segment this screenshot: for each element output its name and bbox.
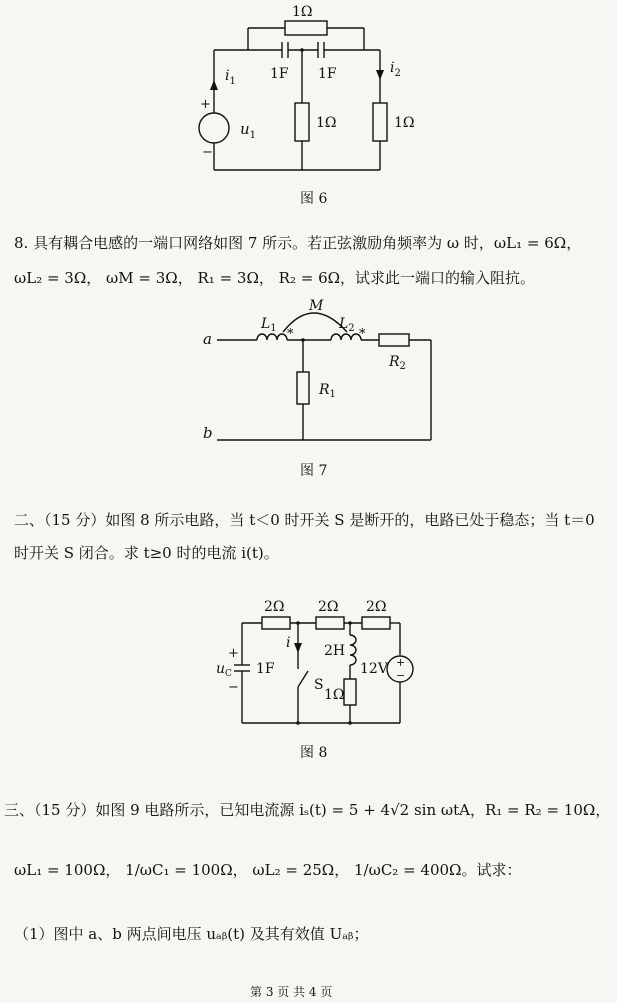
- fig6-voltage-source: [199, 113, 229, 143]
- fig7-resistor-R2: [379, 334, 409, 346]
- fig8-plus: +: [228, 646, 239, 661]
- fig8-resistor-b: [316, 617, 344, 629]
- figure-7: [195, 292, 455, 442]
- fig8-src-minus: −: [396, 669, 406, 682]
- fig6-cap2-label: 1F: [318, 66, 337, 82]
- fig8-i-arrow-icon: [294, 643, 302, 653]
- fig7-dot1: *: [287, 327, 294, 342]
- fig6-top-resistor: [285, 21, 327, 35]
- page-footer: 第 3 页 共 4 页: [250, 985, 333, 999]
- q2-line2: 时开关 S 闭合。求 t≥0 时的电流 i(t)。: [14, 544, 279, 562]
- fig7-inductor-L2: [331, 334, 361, 340]
- fig8-r-b-label: 2Ω: [318, 599, 339, 615]
- fig7-dot2: *: [359, 327, 366, 342]
- fig6-mid-resistor: [295, 103, 309, 141]
- q8-line1: 8. 具有耦合电感的一端口网络如图 7 所示。若正弦激励角频率为 ω 时，ωL₁ = 6Ω，: [14, 234, 582, 252]
- fig8-cap-label: 1F: [256, 661, 275, 677]
- q2-line1: 二、（15 分）如图 8 所示电路，当 t＜0 时开关 S 是断开的，电路已处于稳态；当 t＝0: [14, 511, 595, 529]
- fig6-right-res-label: 1Ω: [394, 115, 415, 131]
- fig6-caption: 图 6: [300, 191, 328, 207]
- fig7-terminal-b: b: [203, 424, 213, 442]
- fig7-caption: 图 7: [300, 463, 328, 479]
- fig6-top-res-label: 1Ω: [292, 4, 313, 20]
- fig8-resistor-a: [262, 617, 290, 629]
- fig8-r-a-label: 2Ω: [264, 599, 285, 615]
- fig7-M-label: M: [309, 298, 324, 314]
- fig6-u1-label: $u_1$: [240, 120, 257, 141]
- fig6-minus: −: [202, 145, 213, 160]
- fig8-uc-label: $u_C$: [216, 661, 232, 679]
- fig6-mid-res-label: 1Ω: [316, 115, 337, 131]
- fig8-switch[interactable]: [298, 671, 308, 687]
- fig7-resistor-R1: [297, 372, 309, 404]
- figure-8: [210, 595, 430, 735]
- fig8-r-d-label: 1Ω: [324, 687, 345, 703]
- fig7-inductor-L1: [257, 334, 287, 340]
- fig8-caption: 图 8: [300, 745, 328, 761]
- fig6-i1-arrow-icon: [210, 80, 218, 90]
- fig8-switch-label: S: [314, 677, 324, 693]
- q3-line2: ωL₁ = 100Ω， 1/ωC₁ = 100Ω， ωL₂ = 25Ω， 1/ωC₂ = 400Ω。试求：: [14, 861, 522, 879]
- fig8-inductor: [350, 635, 356, 665]
- fig6-i2-arrow-icon: [376, 70, 384, 80]
- q3-line3: （1）图中 a、b 两点间电压 uₐᵦ(t) 及其有效值 Uₐᵦ；: [14, 925, 369, 943]
- fig6-i2-label: $i_2$: [390, 60, 401, 79]
- fig8-minus: −: [228, 680, 239, 695]
- fig6-plus: +: [200, 97, 211, 112]
- fig8-resistor-d: [344, 679, 356, 705]
- fig7-terminal-a: a: [203, 330, 212, 348]
- fig6-right-resistor: [373, 103, 387, 141]
- figure-6: [190, 0, 420, 180]
- fig7-L2-label: $L_2$: [339, 316, 355, 334]
- fig8-i-label: i: [286, 635, 291, 651]
- fig8-src-plus: +: [396, 656, 406, 669]
- q8-line2: ωL₂ = 3Ω， ωM = 3Ω， R₁ = 3Ω， R₂ = 6Ω，试求此一端口的输入阻抗。: [14, 269, 536, 287]
- fig6-cap1-label: 1F: [270, 66, 289, 82]
- fig8-src-label: 12V: [360, 661, 388, 677]
- fig6-i1-label: $i_1$: [225, 68, 236, 87]
- fig8-r-c-label: 2Ω: [366, 599, 387, 615]
- fig8-resistor-c: [362, 617, 390, 629]
- fig7-R2-label: $R_2$: [389, 354, 406, 372]
- q3-line1: 三、（15 分）如图 9 电路所示，已知电流源 iₛ(t) = 5 + 4√2 sin ωtA，R₁ = R₂ = 10Ω，: [4, 801, 611, 819]
- fig8-ind-label: 2H: [324, 643, 346, 659]
- fig7-R1-label: $R_1$: [319, 382, 336, 400]
- fig7-L1-label: $L_1$: [261, 316, 277, 334]
